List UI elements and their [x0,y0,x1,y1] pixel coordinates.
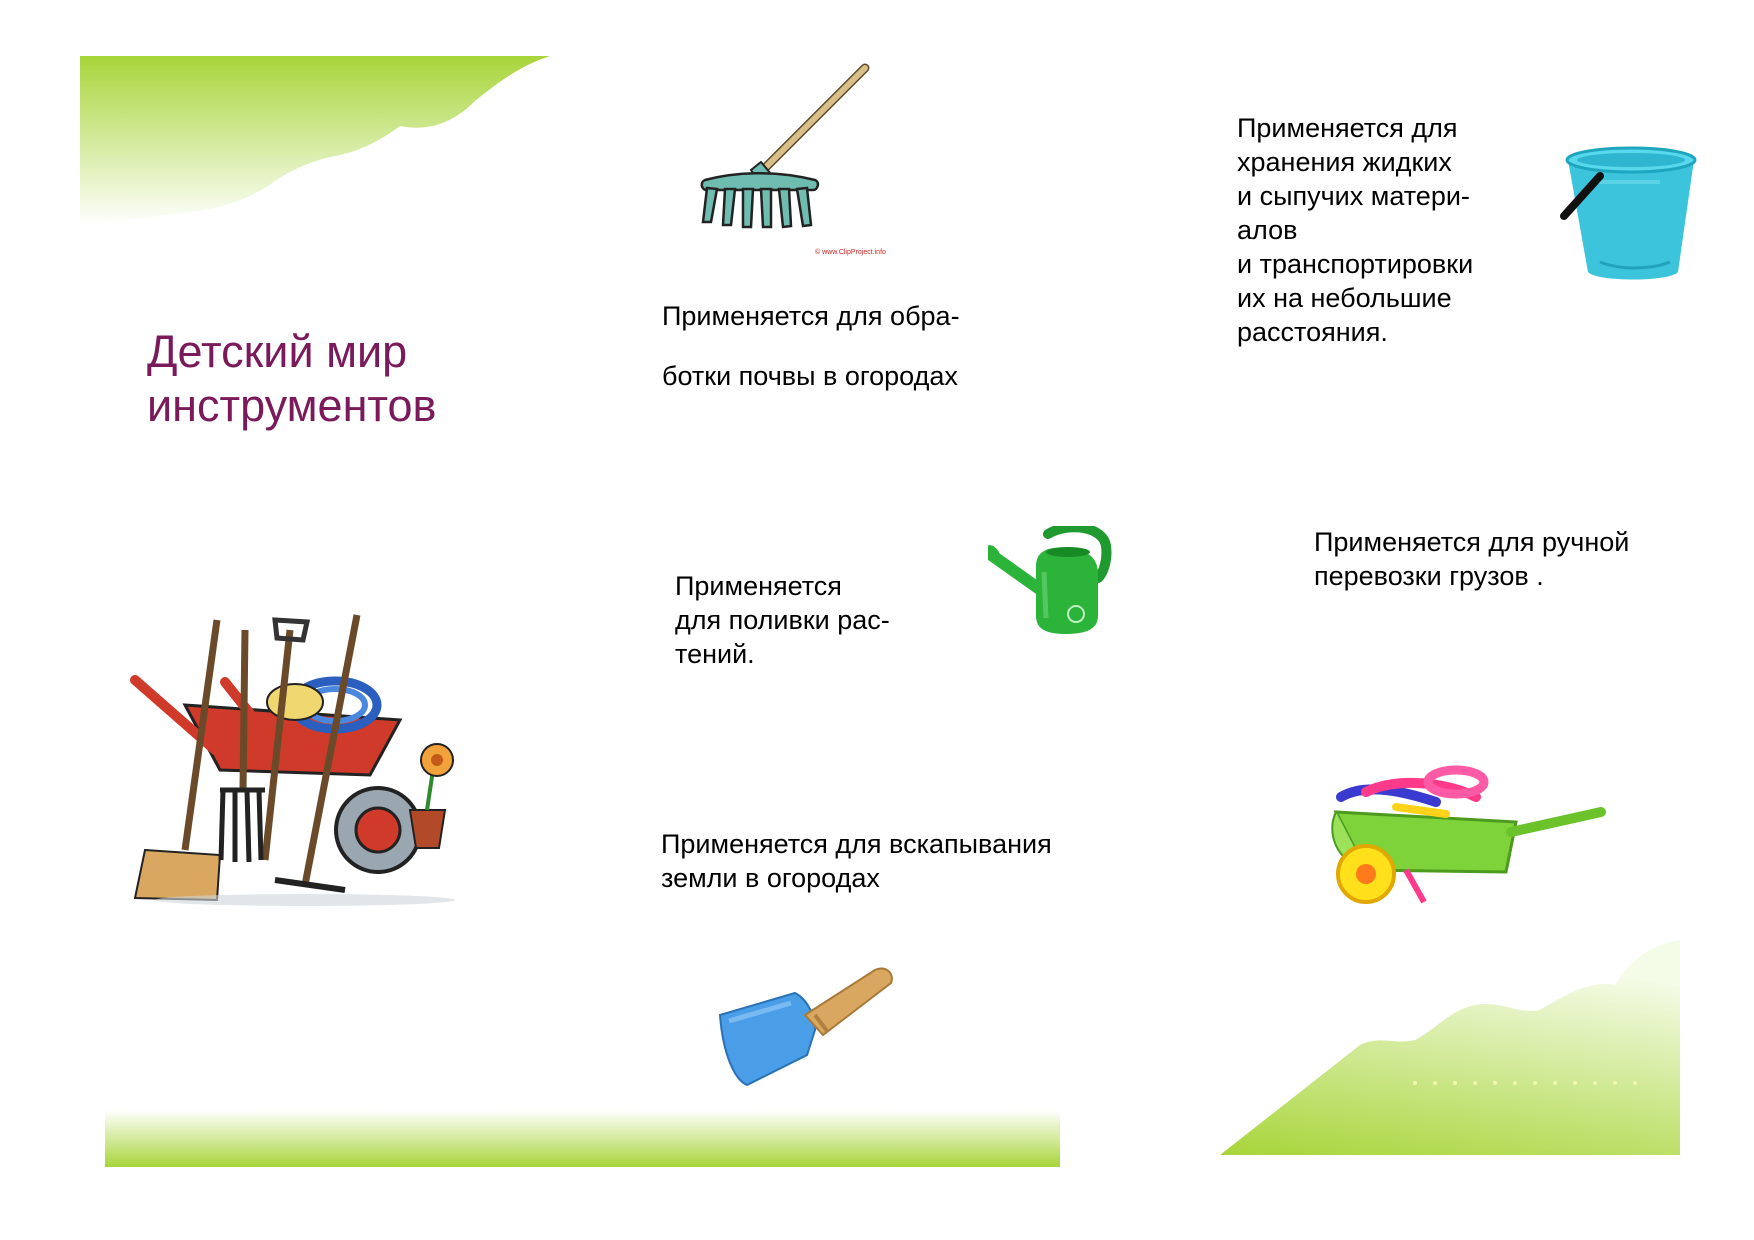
watering-can-caption: Применяется для поливки рас- тений. [675,571,890,669]
bottom-right-green-wave [1220,940,1680,1155]
bucket-icon [1560,142,1700,282]
hand-shovel-icon [715,955,900,1095]
rake-icon [695,62,895,262]
shovel-caption: Применяется для вскапывания земли в огородах [661,829,1052,893]
top-left-green-wave [80,56,550,226]
garden-tools-icon [125,610,470,910]
rake-caption-line1: Применяется для обра- [662,301,960,331]
clipart-credit: © www.ClipProject.info [815,249,886,256]
bucket-caption: Применяется для хранения жидких и сыпучих матери- алов и транспортировки их на небольшие расстояния. [1237,113,1474,347]
watering-can-icon [988,526,1113,636]
rake-caption-line2: ботки почвы в огородах [662,361,958,391]
wheelbarrow-caption: Применяется для ручной перевозки грузов . [1314,527,1630,591]
bottom-green-bar [105,1110,1060,1167]
toy-wheelbarrow-icon [1306,752,1608,917]
page-title: Детский мир инструментов [147,326,437,431]
